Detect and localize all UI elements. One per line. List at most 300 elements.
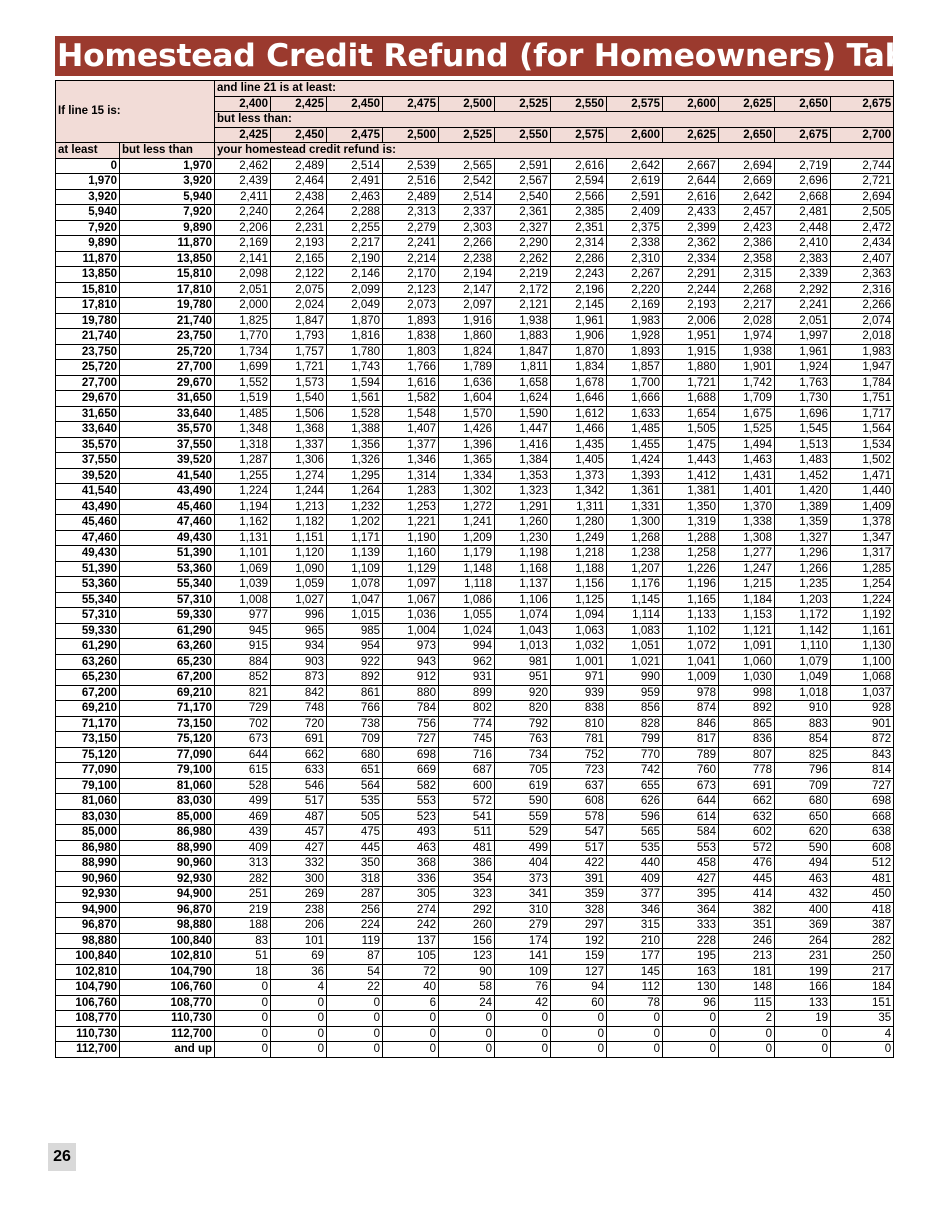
- refund-cell: 1,803: [383, 344, 439, 360]
- table-row: [56, 887, 894, 903]
- refund-cell: 2,514: [439, 189, 495, 205]
- refund-cell: 1,235: [775, 577, 831, 593]
- refund-cell: 716: [439, 747, 495, 763]
- range-less-than: 79,100: [120, 763, 215, 779]
- refund-cell: 572: [719, 840, 775, 856]
- refund-cell: 872: [831, 732, 894, 748]
- range-less-than: 1,970: [120, 158, 215, 174]
- but-less-than-column-label: but less than: [120, 143, 215, 159]
- refund-cell: 1,388: [327, 422, 383, 438]
- refund-cell: 1,838: [383, 329, 439, 345]
- refund-cell: 2,121: [495, 298, 551, 314]
- refund-cell: 903: [271, 654, 327, 670]
- refund-cell: 251: [215, 887, 271, 903]
- refund-cell: 1,151: [271, 530, 327, 546]
- less-than-value: 2,475: [327, 127, 383, 143]
- refund-cell: 1,734: [215, 344, 271, 360]
- refund-cell: 0: [439, 1011, 495, 1027]
- at-least-value: 2,675: [831, 96, 894, 112]
- refund-cell: 354: [439, 871, 495, 887]
- refund-cell: 279: [495, 918, 551, 934]
- refund-cell: 1,238: [607, 546, 663, 562]
- less-than-value: 2,450: [271, 127, 327, 143]
- refund-cell: 1,043: [495, 623, 551, 639]
- refund-cell: 1,184: [719, 592, 775, 608]
- refund-cell: 2,565: [439, 158, 495, 174]
- range-less-than: 35,570: [120, 422, 215, 438]
- refund-cell: 373: [495, 871, 551, 887]
- refund-cell: 231: [775, 949, 831, 965]
- refund-cell: 547: [551, 825, 607, 841]
- refund-cell: 2,491: [327, 174, 383, 190]
- refund-cell: 2,049: [327, 298, 383, 314]
- refund-cell: 1,102: [663, 623, 719, 639]
- refund-cell: 1,552: [215, 375, 271, 391]
- range-less-than: and up: [120, 1042, 215, 1058]
- refund-cell: 1,338: [719, 515, 775, 531]
- refund-cell: 1,296: [775, 546, 831, 562]
- refund-cell: 928: [831, 701, 894, 717]
- range-less-than: 7,920: [120, 205, 215, 221]
- refund-cell: 1,757: [271, 344, 327, 360]
- refund-cell: 1,409: [831, 499, 894, 515]
- refund-cell: 1,443: [663, 453, 719, 469]
- refund-cell: 1,264: [327, 484, 383, 500]
- refund-cell: 1,699: [215, 360, 271, 376]
- refund-cell: 920: [495, 685, 551, 701]
- refund-cell: 387: [831, 918, 894, 934]
- refund-cell: 163: [663, 964, 719, 980]
- at-least-value: 2,425: [271, 96, 327, 112]
- refund-cell: 2,313: [383, 205, 439, 221]
- refund-cell: 774: [439, 716, 495, 732]
- refund-cell: 998: [719, 685, 775, 701]
- refund-cell: 0: [495, 1042, 551, 1058]
- refund-cell: 901: [831, 716, 894, 732]
- refund-cell: 1,254: [831, 577, 894, 593]
- refund-cell: 377: [607, 887, 663, 903]
- refund-cell: 2,266: [439, 236, 495, 252]
- refund-cell: 883: [775, 716, 831, 732]
- refund-cell: 680: [775, 794, 831, 810]
- refund-cell: 912: [383, 670, 439, 686]
- refund-cell: 18: [215, 964, 271, 980]
- range-less-than: 88,990: [120, 840, 215, 856]
- refund-cell: 1,139: [327, 546, 383, 562]
- refund-cell: 1,455: [607, 437, 663, 453]
- range-at-least: 53,360: [56, 577, 120, 593]
- refund-cell: 2,193: [663, 298, 719, 314]
- range-at-least: 92,930: [56, 887, 120, 903]
- refund-cell: 0: [551, 1026, 607, 1042]
- range-at-least: 90,960: [56, 871, 120, 887]
- refund-cell: 1,475: [663, 437, 719, 453]
- refund-cell: 1,561: [327, 391, 383, 407]
- refund-cell: 978: [663, 685, 719, 701]
- range-at-least: 108,770: [56, 1011, 120, 1027]
- range-less-than: 98,880: [120, 918, 215, 934]
- refund-cell: 90: [439, 964, 495, 980]
- refund-cell: 1,110: [775, 639, 831, 655]
- refund-cell: 54: [327, 964, 383, 980]
- range-at-least: 9,890: [56, 236, 120, 252]
- refund-cell: 1,037: [831, 685, 894, 701]
- less-than-value: 2,600: [607, 127, 663, 143]
- refund-cell: 274: [383, 902, 439, 918]
- refund-cell: 2,385: [551, 205, 607, 221]
- range-less-than: 49,430: [120, 530, 215, 546]
- refund-cell: 1,013: [495, 639, 551, 655]
- refund-cell: 1,485: [215, 406, 271, 422]
- refund-cell: 843: [831, 747, 894, 763]
- refund-cell: 228: [663, 933, 719, 949]
- range-at-least: 85,000: [56, 825, 120, 841]
- refund-cell: 1,947: [831, 360, 894, 376]
- refund-cell: 58: [439, 980, 495, 996]
- refund-cell: 2,399: [663, 220, 719, 236]
- refund-cell: 2,291: [663, 267, 719, 283]
- refund-cell: 418: [831, 902, 894, 918]
- refund-cell: 35: [831, 1011, 894, 1027]
- table-row: [56, 732, 894, 748]
- range-at-least: 69,210: [56, 701, 120, 717]
- refund-cell: 269: [271, 887, 327, 903]
- refund-cell: 445: [719, 871, 775, 887]
- refund-cell: 1,241: [439, 515, 495, 531]
- refund-cell: 2,423: [719, 220, 775, 236]
- refund-cell: 698: [383, 747, 439, 763]
- refund-cell: 2,051: [775, 313, 831, 329]
- refund-cell: 2,410: [775, 236, 831, 252]
- refund-cell: 457: [271, 825, 327, 841]
- refund-cell: 0: [775, 1026, 831, 1042]
- refund-cell: 1,951: [663, 329, 719, 345]
- range-less-than: 53,360: [120, 561, 215, 577]
- refund-cell: 934: [271, 639, 327, 655]
- refund-cell: 51: [215, 949, 271, 965]
- range-less-than: 19,780: [120, 298, 215, 314]
- refund-cell: 1,021: [607, 654, 663, 670]
- refund-cell: 680: [327, 747, 383, 763]
- table-row: [56, 561, 894, 577]
- at-least-value: 2,600: [663, 96, 719, 112]
- refund-cell: 4: [271, 980, 327, 996]
- refund-cell: 481: [831, 871, 894, 887]
- refund-cell: 287: [327, 887, 383, 903]
- range-less-than: 31,650: [120, 391, 215, 407]
- refund-cell: 1,120: [271, 546, 327, 562]
- refund-cell: 2,266: [831, 298, 894, 314]
- range-less-than: 86,980: [120, 825, 215, 841]
- refund-cell: 1,094: [551, 608, 607, 624]
- range-less-than: 11,870: [120, 236, 215, 252]
- refund-cell: 981: [495, 654, 551, 670]
- refund-cell: 2,018: [831, 329, 894, 345]
- range-at-least: 1,970: [56, 174, 120, 190]
- refund-cell: 359: [551, 887, 607, 903]
- refund-cell: 1,824: [439, 344, 495, 360]
- refund-cell: 2,616: [663, 189, 719, 205]
- refund-cell: 109: [495, 964, 551, 980]
- refund-cell: 2,255: [327, 220, 383, 236]
- refund-cell: 1,018: [775, 685, 831, 701]
- refund-cell: 246: [719, 933, 775, 949]
- refund-cell: 1,194: [215, 499, 271, 515]
- refund-cell: 931: [439, 670, 495, 686]
- refund-cell: 217: [831, 964, 894, 980]
- page-title: Homestead Credit Refund (for Homeowners) Table: [57, 38, 939, 74]
- range-at-least: 29,670: [56, 391, 120, 407]
- refund-cell: 1,133: [663, 608, 719, 624]
- refund-cell: 2,214: [383, 251, 439, 267]
- refund-cell: 1,051: [607, 639, 663, 655]
- refund-cell: 1,666: [607, 391, 663, 407]
- range-less-than: 75,120: [120, 732, 215, 748]
- range-less-than: 112,700: [120, 1026, 215, 1042]
- range-at-least: 49,430: [56, 546, 120, 562]
- refund-cell: 463: [383, 840, 439, 856]
- refund-cell: 854: [775, 732, 831, 748]
- refund-cell: 1,118: [439, 577, 495, 593]
- refund-cell: 445: [327, 840, 383, 856]
- refund-cell: 1,156: [551, 577, 607, 593]
- refund-cell: 219: [215, 902, 271, 918]
- range-less-than: 100,840: [120, 933, 215, 949]
- refund-cell: 36: [271, 964, 327, 980]
- refund-cell: 1,834: [551, 360, 607, 376]
- refund-cell: 1,072: [663, 639, 719, 655]
- range-at-least: 59,330: [56, 623, 120, 639]
- refund-cell: 1,378: [831, 515, 894, 531]
- refund-cell: 745: [439, 732, 495, 748]
- refund-cell: 0: [439, 1042, 495, 1058]
- range-less-than: 15,810: [120, 267, 215, 283]
- refund-cell: 1,534: [831, 437, 894, 453]
- refund-cell: 1,502: [831, 453, 894, 469]
- refund-cell: 386: [439, 856, 495, 872]
- refund-cell: 2,375: [607, 220, 663, 236]
- less-than-value: 2,700: [831, 127, 894, 143]
- refund-cell: 72: [383, 964, 439, 980]
- refund-cell: 1,086: [439, 592, 495, 608]
- refund-cell: 1,420: [775, 484, 831, 500]
- refund-cell: 323: [439, 887, 495, 903]
- refund-cell: 1,283: [383, 484, 439, 500]
- refund-cell: 884: [215, 654, 271, 670]
- range-at-least: 15,810: [56, 282, 120, 298]
- refund-cell: 1,961: [775, 344, 831, 360]
- refund-cell: 2,231: [271, 220, 327, 236]
- refund-cell: 1,893: [383, 313, 439, 329]
- refund-cell: 517: [271, 794, 327, 810]
- range-at-least: 43,490: [56, 499, 120, 515]
- refund-cell: 709: [327, 732, 383, 748]
- refund-cell: 1,203: [775, 592, 831, 608]
- refund-cell: 2,448: [775, 220, 831, 236]
- refund-cell: 2,644: [663, 174, 719, 190]
- refund-cell: 1,381: [663, 484, 719, 500]
- refund-cell: 1,090: [271, 561, 327, 577]
- refund-cell: 2,244: [663, 282, 719, 298]
- refund-cell: 2,411: [215, 189, 271, 205]
- refund-cell: 2,337: [439, 205, 495, 221]
- refund-cell: 1,440: [831, 484, 894, 500]
- refund-cell: 1,717: [831, 406, 894, 422]
- refund-cell: 1,368: [271, 422, 327, 438]
- refund-cell: 2,241: [775, 298, 831, 314]
- refund-cell: 2,288: [327, 205, 383, 221]
- refund-cell: 1,188: [551, 561, 607, 577]
- refund-cell: 2,668: [775, 189, 831, 205]
- refund-cell: 2,217: [327, 236, 383, 252]
- refund-cell: 458: [663, 856, 719, 872]
- refund-cell: 313: [215, 856, 271, 872]
- refund-cell: 181: [719, 964, 775, 980]
- refund-cell: 2,327: [495, 220, 551, 236]
- range-less-than: 5,940: [120, 189, 215, 205]
- refund-cell: 2,264: [271, 205, 327, 221]
- range-at-least: 67,200: [56, 685, 120, 701]
- refund-cell: 395: [663, 887, 719, 903]
- at-least-value: 2,650: [775, 96, 831, 112]
- table-row: [56, 701, 894, 717]
- range-at-least: 81,060: [56, 794, 120, 810]
- refund-cell: 260: [439, 918, 495, 934]
- refund-cell: 2,351: [551, 220, 607, 236]
- refund-cell: 2,696: [775, 174, 831, 190]
- refund-cell: 1,285: [831, 561, 894, 577]
- range-less-than: 69,210: [120, 685, 215, 701]
- range-less-than: 104,790: [120, 964, 215, 980]
- refund-cell: 856: [607, 701, 663, 717]
- refund-cell: 702: [215, 716, 271, 732]
- refund-cell: 264: [775, 933, 831, 949]
- refund-cell: 1,906: [551, 329, 607, 345]
- refund-cell: 1,039: [215, 577, 271, 593]
- table-row: [56, 406, 894, 422]
- refund-cell: 1,142: [775, 623, 831, 639]
- refund-cell: 985: [327, 623, 383, 639]
- refund-cell: 535: [607, 840, 663, 856]
- refund-cell: 1,983: [607, 313, 663, 329]
- refund-cell: 954: [327, 639, 383, 655]
- header-row-columns: [56, 143, 894, 159]
- refund-cell: 2,361: [495, 205, 551, 221]
- range-at-least: 45,460: [56, 515, 120, 531]
- refund-cell: 1,924: [775, 360, 831, 376]
- refund-cell: 76: [495, 980, 551, 996]
- range-at-least: 57,310: [56, 608, 120, 624]
- refund-cell: 2,462: [215, 158, 271, 174]
- refund-cell: 2,567: [495, 174, 551, 190]
- table-row: [56, 716, 894, 732]
- refund-cell: 256: [327, 902, 383, 918]
- refund-cell: 2,141: [215, 251, 271, 267]
- refund-cell: 0: [215, 1011, 271, 1027]
- refund-cell: 1,570: [439, 406, 495, 422]
- refund-cell: 409: [607, 871, 663, 887]
- range-less-than: 25,720: [120, 344, 215, 360]
- refund-cell: 880: [383, 685, 439, 701]
- refund-cell: 1,353: [495, 468, 551, 484]
- refund-cell: 1,361: [607, 484, 663, 500]
- refund-cell: 1,190: [383, 530, 439, 546]
- refund-cell: 1,816: [327, 329, 383, 345]
- range-at-least: 25,720: [56, 360, 120, 376]
- refund-cell: 315: [607, 918, 663, 934]
- refund-cell: 546: [271, 778, 327, 794]
- refund-cell: 541: [439, 809, 495, 825]
- refund-cell: 590: [495, 794, 551, 810]
- refund-cell: 1,860: [439, 329, 495, 345]
- refund-cell: 1,342: [551, 484, 607, 500]
- table-row: [56, 546, 894, 562]
- refund-cell: 1,347: [831, 530, 894, 546]
- refund-cell: 351: [719, 918, 775, 934]
- table-row: [56, 964, 894, 980]
- table-row: [56, 515, 894, 531]
- refund-cell: 0: [383, 1042, 439, 1058]
- range-at-least: 86,980: [56, 840, 120, 856]
- refund-cell: 1,793: [271, 329, 327, 345]
- refund-cell: 2,314: [551, 236, 607, 252]
- table-row: [56, 592, 894, 608]
- refund-cell: 608: [551, 794, 607, 810]
- refund-cell: 1,244: [271, 484, 327, 500]
- refund-cell: 310: [495, 902, 551, 918]
- refund-cell: 1,161: [831, 623, 894, 639]
- refund-cell: 784: [383, 701, 439, 717]
- refund-cell: 2,051: [215, 282, 271, 298]
- range-less-than: 29,670: [120, 375, 215, 391]
- refund-cell: 698: [831, 794, 894, 810]
- refund-cell: 414: [719, 887, 775, 903]
- refund-cell: 1,678: [551, 375, 607, 391]
- refund-cell: 1,232: [327, 499, 383, 515]
- range-at-least: 88,990: [56, 856, 120, 872]
- refund-cell: 127: [551, 964, 607, 980]
- refund-cell: 1,548: [383, 406, 439, 422]
- table-row: [56, 949, 894, 965]
- refund-cell: 60: [551, 995, 607, 1011]
- range-at-least: 3,920: [56, 189, 120, 205]
- refund-cell: 1,106: [495, 592, 551, 608]
- refund-cell: 756: [383, 716, 439, 732]
- refund-cell: 1,209: [439, 530, 495, 546]
- table-row: [56, 282, 894, 298]
- refund-cell: 559: [495, 809, 551, 825]
- range-at-least: 19,780: [56, 313, 120, 329]
- table-row: [56, 747, 894, 763]
- refund-cell: 2,286: [551, 251, 607, 267]
- refund-cell: 1,032: [551, 639, 607, 655]
- refund-cell: 0: [327, 1011, 383, 1027]
- refund-cell: 620: [775, 825, 831, 841]
- refund-cell: 673: [215, 732, 271, 748]
- refund-cell: 1,870: [551, 344, 607, 360]
- refund-cell: 432: [775, 887, 831, 903]
- refund-cell: 734: [495, 747, 551, 763]
- refund-cell: 112: [607, 980, 663, 996]
- refund-cell: 1,540: [271, 391, 327, 407]
- refund-cell: 1,083: [607, 623, 663, 639]
- refund-cell: 499: [495, 840, 551, 856]
- range-less-than: 108,770: [120, 995, 215, 1011]
- refund-cell: 1,288: [663, 530, 719, 546]
- refund-cell: 1,314: [383, 468, 439, 484]
- refund-cell: 2,122: [271, 267, 327, 283]
- range-at-least: 11,870: [56, 251, 120, 267]
